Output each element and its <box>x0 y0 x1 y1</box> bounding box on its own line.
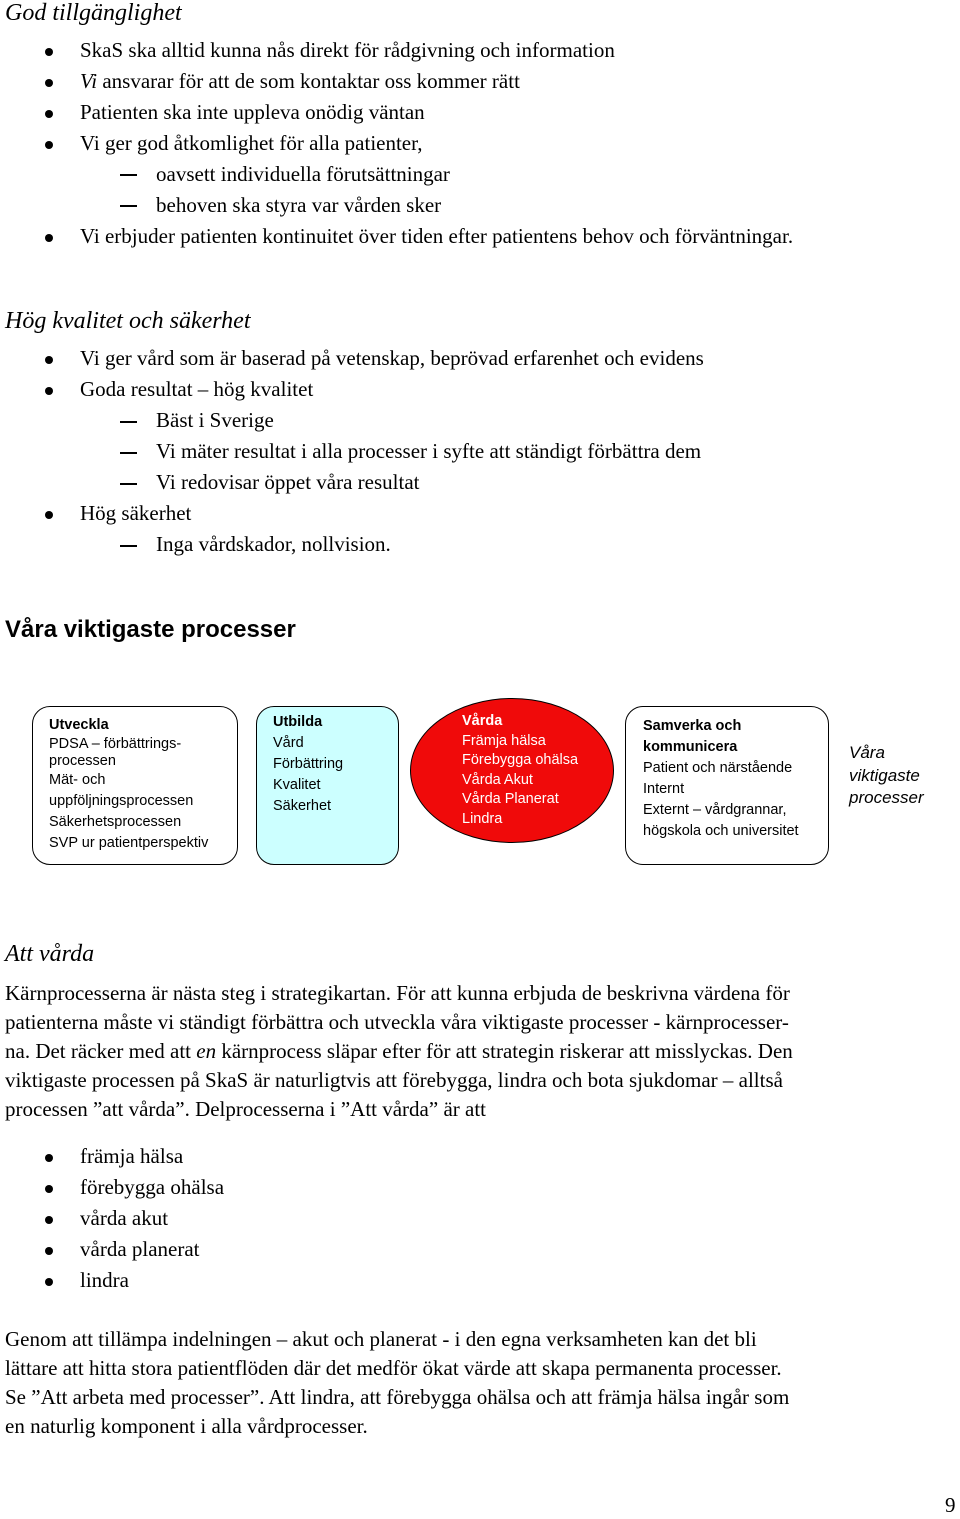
box-line: uppföljningsprocessen <box>49 793 194 809</box>
bullet <box>45 79 53 87</box>
bullet <box>45 234 53 242</box>
bullet <box>45 48 53 56</box>
paragraph-line: viktigaste processen på SkaS är naturligtvis att förebygga, lindra och bota sjukdomar – alltså <box>5 1068 783 1092</box>
side-label-line: processer <box>849 788 924 807</box>
list-item: Vi erbjuder patienten kontinuitet över tiden efter patientens behov och förväntningar. <box>80 224 794 248</box>
box-line: Externt – vårdgrannar, <box>643 802 787 818</box>
bullet <box>45 1278 53 1286</box>
list-item <box>80 69 520 94</box>
ellipse-line: Lindra <box>462 810 503 827</box>
box-line: Säkerhet <box>273 798 332 814</box>
text-run: na. Det räcker med att <box>5 1039 197 1063</box>
bullet <box>45 1154 53 1162</box>
process-box-utveckla <box>32 706 238 865</box>
box-title: Samverka och <box>643 718 742 734</box>
sub-list-item: oavsett individuella förutsättningar <box>156 162 450 186</box>
box-line: Förbättring <box>273 756 344 772</box>
paragraph-karnprocesser <box>5 979 955 1124</box>
ellipse-line: Främja hälsa <box>462 732 546 749</box>
bullet <box>45 141 53 149</box>
list-item: Goda resultat – hög kvalitet <box>80 377 314 401</box>
emphasis-vi: Vi <box>80 69 98 93</box>
dash <box>120 205 137 207</box>
dash <box>120 483 137 485</box>
box-line: Vård <box>273 735 304 751</box>
box-title: Utbilda <box>273 714 323 730</box>
bullet <box>45 356 53 364</box>
heading-god-tillganglighet: God tillgänglighet <box>5 0 182 26</box>
text-run: kärnprocess släpar efter för att strategin riskerar att misslyckas. Den <box>216 1039 793 1063</box>
side-label <box>849 742 924 810</box>
page-number: 9 <box>945 1493 956 1517</box>
ellipse-line: Vårda Planerat <box>462 791 559 807</box>
dash <box>120 174 137 176</box>
process-ellipse-varda <box>410 698 614 843</box>
box-line: Kvalitet <box>273 777 321 793</box>
bullet <box>45 110 53 118</box>
bullet <box>45 1185 53 1193</box>
bullet <box>45 387 53 395</box>
side-label-line: Våra <box>849 743 885 762</box>
paragraph-line <box>5 1037 955 1066</box>
sub-list-item: Vi redovisar öppet våra resultat <box>156 470 420 494</box>
box-title: Utveckla <box>49 717 109 733</box>
list-item: förebygga ohälsa <box>80 1175 225 1199</box>
box-line: processen <box>49 753 116 769</box>
process-box-samverka <box>625 706 829 865</box>
bullet <box>45 1216 53 1224</box>
sub-list-item: behoven ska styra var vården sker <box>156 193 442 217</box>
box-line: Säkerhetsprocessen <box>49 814 182 830</box>
box-line: Patient och närstående <box>643 760 793 776</box>
list-item: Vi ger god åtkomlighet för alla patienter, <box>80 131 423 155</box>
side-label-line: viktigaste <box>849 765 920 785</box>
box-line: Mät- och <box>49 772 106 788</box>
list-item: lindra <box>80 1268 129 1292</box>
heading-vara-processer: Våra viktigaste processer <box>5 616 296 643</box>
dash <box>120 421 137 423</box>
paragraph-line: patienterna måste vi ständigt förbättra och utveckla våra viktigaste processer - kärnprocesser- <box>5 1010 789 1034</box>
box-title: kommunicera <box>643 739 738 755</box>
sub-list-item: Inga vårdskador, nollvision. <box>156 532 391 556</box>
ellipse-title: Vårda <box>462 713 503 729</box>
list-item: Hög säkerhet <box>80 501 192 525</box>
list-item: främja hälsa <box>80 1144 184 1168</box>
ellipse-line: Förebygga ohälsa <box>462 752 579 768</box>
paragraph-line: Genom att tillämpa indelningen – akut och planerat - i den egna verksamheten kan det bli <box>5 1327 757 1351</box>
paragraph-line: Kärnprocesserna är nästa steg i strategikartan. För att kunna erbjuda de beskrivna värdena för <box>5 981 790 1005</box>
heading-hog-kvalitet: Hög kvalitet och säkerhet <box>5 308 251 334</box>
paragraph-line: processen ”att vårda”. Delprocesserna i ”Att vårda” är att <box>5 1097 487 1121</box>
dash <box>120 545 137 547</box>
list-item: vårda planerat <box>80 1237 200 1261</box>
box-line: Internt <box>643 781 685 797</box>
ellipse-line: Vårda Akut <box>462 771 533 788</box>
list-item-text: ansvarar för att de som kontaktar oss kommer rätt <box>102 69 520 93</box>
sub-list-item: Bäst i Sverige <box>156 408 274 432</box>
list-item: vårda akut <box>80 1206 169 1230</box>
emphasis-en: en <box>196 1039 217 1063</box>
process-box-utbilda <box>256 706 399 865</box>
paragraph-line: Se ”Att arbeta med processer”. Att lindra, att förebygga ohälsa och att främja hälsa ingår som <box>5 1385 790 1409</box>
paragraph-line: lättare att hitta stora patientflöden där det medför ökat värde att skapa permanenta processer. <box>5 1356 782 1380</box>
list-item: Patienten ska inte uppleva onödig väntan <box>80 100 425 124</box>
heading-att-varda: Att vårda <box>5 941 95 967</box>
list-item: SkaS ska alltid kunna nås direkt för rådgivning och information <box>80 38 615 62</box>
paragraph-line: en naturlig komponent i alla vårdprocesser. <box>5 1414 368 1438</box>
sub-list-item: Vi mäter resultat i alla processer i syfte att ständigt förbättra dem <box>156 439 702 463</box>
bullet <box>45 511 53 519</box>
list-item: Vi ger vård som är baserad på vetenskap, beprövad erfarenhet och evidens <box>80 346 704 370</box>
bullet <box>45 1247 53 1255</box>
box-line: PDSA – förbättrings- <box>49 736 182 752</box>
box-line: SVP ur patientperspektiv <box>49 835 209 851</box>
box-line: högskola och universitet <box>643 823 799 839</box>
dash <box>120 452 137 454</box>
paragraph-indelning <box>5 1325 955 1441</box>
